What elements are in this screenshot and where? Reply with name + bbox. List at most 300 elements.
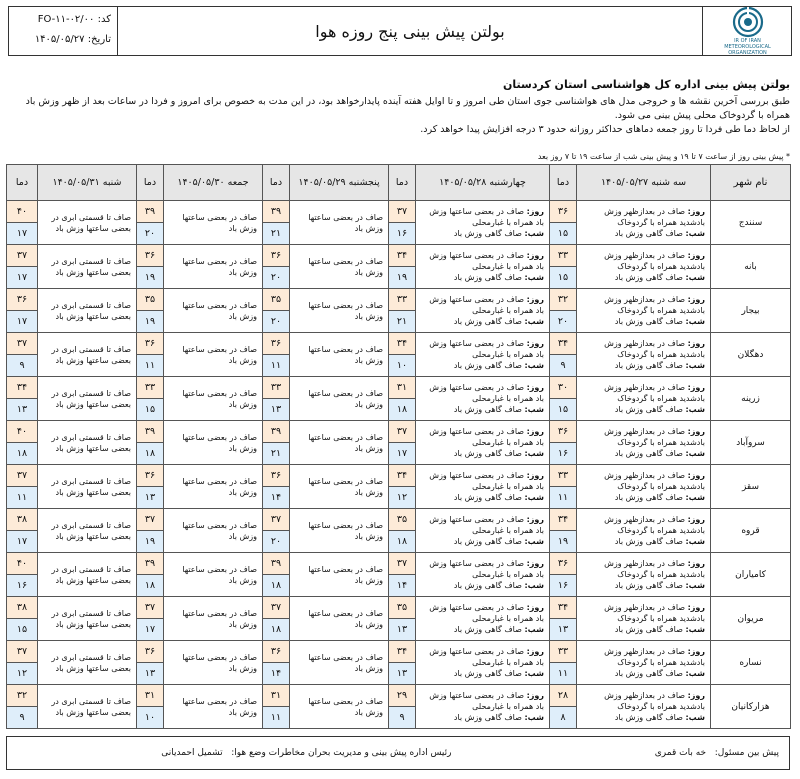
temperature-cell <box>389 421 416 465</box>
night-label: شب: <box>524 317 544 326</box>
forecast-text: صاف تا قسمتی ابری در بعضی ساعتها وزش باد <box>51 388 131 409</box>
forecast-description <box>38 685 137 729</box>
day-forecast-text: صاف در بعضی ساعتها وزش باد همراه با غبارمحلی <box>429 691 544 711</box>
max-temp: ۳۶ <box>263 333 289 355</box>
day-label: روز: <box>526 691 544 700</box>
temperature-cell <box>389 333 416 377</box>
min-temp: ۱۱ <box>550 487 576 508</box>
forecast-description <box>290 421 389 465</box>
day-forecast <box>582 338 705 360</box>
code-date-cell <box>8 6 118 56</box>
temperature-pair <box>389 465 415 508</box>
max-temp: ۳۷ <box>389 553 415 575</box>
table-row <box>7 597 791 641</box>
temperature-pair <box>137 333 163 376</box>
code-line: کد: FO-۱۱-۰۲/۰۰ <box>37 14 111 25</box>
min-temp: ۹ <box>550 355 576 376</box>
night-label: شب: <box>685 537 705 546</box>
max-temp: ۳۹ <box>137 421 163 443</box>
table-row <box>7 289 791 333</box>
night-forecast <box>421 624 544 635</box>
night-forecast-text: صاف گاهی وزش باد <box>453 713 522 722</box>
temperature-cell <box>7 553 38 597</box>
max-temp: ۳۳ <box>550 641 576 663</box>
night-forecast-text: صاف گاهی وزش باد <box>453 273 522 282</box>
day-label: روز: <box>687 691 705 700</box>
temperature-cell <box>137 201 164 245</box>
max-temp: ۳۳ <box>550 245 576 267</box>
night-label: شب: <box>524 229 544 238</box>
day-forecast-text: صاف در بعدازظهر وزش بادشدید همراه با گردوخاک <box>604 603 705 623</box>
day-forecast-text: صاف در بعضی ساعتها وزش باد همراه با غبارمحلی <box>429 295 544 315</box>
min-temp: ۱۴ <box>263 487 289 508</box>
day-header: پنجشنبه ۱۴۰۵/۰۵/۲۹ <box>290 165 389 201</box>
night-forecast <box>421 360 544 371</box>
night-forecast <box>582 492 705 503</box>
night-forecast <box>582 272 705 283</box>
max-temp: ۳۶ <box>550 421 576 443</box>
temperature-cell <box>550 201 577 245</box>
forecast-text: صاف در بعضی ساعتها وزش باد <box>182 564 257 585</box>
max-temp: ۳۱ <box>137 685 163 707</box>
max-temp: ۳۹ <box>137 201 163 223</box>
forecast-description <box>416 421 550 465</box>
temperature-pair <box>7 421 37 464</box>
night-forecast <box>582 228 705 239</box>
min-temp: ۱۰ <box>137 707 163 728</box>
forecast-description <box>577 245 711 289</box>
date-line: تاریخ: ۱۴۰۵/۰۵/۲۷ <box>34 34 111 45</box>
forecast-description <box>38 641 137 685</box>
temperature-pair <box>550 289 576 332</box>
forecast-description <box>416 509 550 553</box>
night-label: شب: <box>524 273 544 282</box>
night-label: شب: <box>685 669 705 678</box>
day-forecast <box>421 426 544 448</box>
night-label: شب: <box>685 581 705 590</box>
forecast-text: صاف در بعضی ساعتها وزش باد <box>182 608 257 629</box>
temp-header: دما <box>7 165 38 201</box>
max-temp: ۳۷ <box>137 509 163 531</box>
temperature-cell <box>137 465 164 509</box>
day-forecast-text: صاف در بعدازظهر وزش بادشدید همراه با گردوخاک <box>604 383 705 403</box>
min-temp: ۱۵ <box>550 267 576 288</box>
max-temp: ۳۷ <box>263 509 289 531</box>
max-temp: ۳۴ <box>389 641 415 663</box>
min-temp: ۱۵ <box>7 619 37 640</box>
night-forecast <box>421 448 544 459</box>
forecast-description <box>38 421 137 465</box>
forecast-description <box>416 465 550 509</box>
temperature-cell <box>263 245 290 289</box>
day-label: روز: <box>526 515 544 524</box>
min-temp: ۱۳ <box>389 663 415 684</box>
temperature-pair <box>389 421 415 464</box>
max-temp: ۲۸ <box>550 685 576 707</box>
min-temp: ۱۱ <box>137 355 163 376</box>
forecast-description <box>38 597 137 641</box>
temperature-cell <box>263 465 290 509</box>
max-temp: ۳۴ <box>7 377 37 399</box>
day-forecast-text: صاف در بعدازظهر وزش بادشدید همراه با گردوخاک <box>604 471 705 491</box>
temperature-cell <box>550 685 577 729</box>
max-temp: ۳۷ <box>7 245 37 267</box>
max-temp: ۳۴ <box>389 465 415 487</box>
table-row <box>7 377 791 421</box>
forecast-description <box>164 377 263 421</box>
max-temp: ۳۴ <box>550 597 576 619</box>
temperature-pair <box>263 289 289 332</box>
temperature-pair <box>389 289 415 332</box>
temperature-cell <box>7 685 38 729</box>
night-label: شب: <box>524 581 544 590</box>
temperature-cell <box>389 465 416 509</box>
min-temp: ۱۳ <box>7 399 37 420</box>
signature-footer <box>6 736 790 770</box>
forecast-description <box>38 553 137 597</box>
forecast-table-body <box>7 201 791 729</box>
temperature-pair <box>263 421 289 464</box>
night-label: شب: <box>685 317 705 326</box>
temperature-cell <box>137 245 164 289</box>
min-temp: ۱۸ <box>263 619 289 640</box>
min-temp: ۱۷ <box>7 531 37 552</box>
temperature-pair <box>263 465 289 508</box>
max-temp: ۳۴ <box>389 333 415 355</box>
temperature-cell <box>550 289 577 333</box>
temperature-pair <box>7 245 37 288</box>
forecast-text: صاف در بعضی ساعتها وزش باد <box>308 608 383 629</box>
min-temp: ۱۶ <box>389 223 415 244</box>
day-forecast <box>582 558 705 580</box>
temperature-cell <box>137 333 164 377</box>
day-forecast-text: صاف در بعضی ساعتها وزش باد همراه با غبارمحلی <box>429 559 544 579</box>
max-temp: ۳۵ <box>263 289 289 311</box>
temperature-cell <box>7 597 38 641</box>
max-temp: ۳۷ <box>7 641 37 663</box>
day-forecast <box>421 602 544 624</box>
max-temp: ۳۷ <box>263 597 289 619</box>
min-temp: ۱۳ <box>263 399 289 420</box>
temperature-cell <box>263 201 290 245</box>
night-forecast <box>582 360 705 371</box>
forecast-text: صاف تا قسمتی ابری در بعضی ساعتها وزش باد <box>51 476 131 497</box>
temperature-pair <box>263 509 289 552</box>
night-forecast-text: صاف گاهی وزش باد <box>614 449 683 458</box>
night-forecast <box>582 316 705 327</box>
max-temp: ۳۶ <box>263 465 289 487</box>
min-temp: ۱۹ <box>550 531 576 552</box>
night-label: شب: <box>685 713 705 722</box>
forecast-description <box>164 289 263 333</box>
temperature-cell <box>7 377 38 421</box>
night-forecast <box>421 536 544 547</box>
forecast-description <box>416 597 550 641</box>
day-forecast-text: صاف در بعضی ساعتها وزش باد همراه با غبارمحلی <box>429 515 544 535</box>
forecast-description <box>38 509 137 553</box>
day-label: روز: <box>687 427 705 436</box>
day-label: روز: <box>687 603 705 612</box>
night-forecast-text: صاف گاهی وزش باد <box>453 229 522 238</box>
forecast-description <box>577 641 711 685</box>
forecast-text: صاف تا قسمتی ابری در بعضی ساعتها وزش باد <box>51 564 131 585</box>
logo-caption: IR OF IRAN METEOROLOGICAL ORGANIZATION <box>724 38 771 56</box>
max-temp: ۴۰ <box>7 421 37 443</box>
forecast-description <box>290 597 389 641</box>
temperature-pair <box>263 641 289 684</box>
night-forecast-text: صاف گاهی وزش باد <box>453 669 522 678</box>
day-forecast <box>421 646 544 668</box>
day-forecast-text: صاف در بعدازظهر وزش بادشدید همراه با گردوخاک <box>604 295 705 315</box>
forecast-description <box>577 553 711 597</box>
temperature-pair <box>137 377 163 420</box>
night-label: شب: <box>685 449 705 458</box>
temperature-cell <box>550 509 577 553</box>
day-label: روز: <box>687 647 705 656</box>
min-temp: ۲۱ <box>389 311 415 332</box>
forecast-description <box>164 597 263 641</box>
day-forecast <box>582 426 705 448</box>
temperature-pair <box>7 509 37 552</box>
max-temp: ۳۵ <box>137 289 163 311</box>
day-label: روز: <box>687 515 705 524</box>
min-temp: ۱۹ <box>137 311 163 332</box>
forecast-description <box>416 377 550 421</box>
bulletin-header <box>8 6 792 56</box>
max-temp: ۳۷ <box>389 421 415 443</box>
night-forecast-text: صاف گاهی وزش باد <box>614 405 683 414</box>
night-forecast <box>582 712 705 723</box>
day-label: روز: <box>526 427 544 436</box>
night-forecast-text: صاف گاهی وزش باد <box>453 625 522 634</box>
night-forecast <box>582 668 705 679</box>
temperature-cell <box>263 509 290 553</box>
min-temp: ۹ <box>7 707 37 728</box>
temperature-pair <box>137 641 163 684</box>
forecast-description <box>416 289 550 333</box>
min-temp: ۲۰ <box>263 531 289 552</box>
temperature-pair <box>263 333 289 376</box>
day-header: شنبه ۱۴۰۵/۰۵/۳۱ <box>38 165 137 201</box>
day-header: سه شنبه ۱۴۰۵/۰۵/۲۷ <box>577 165 711 201</box>
min-temp: ۱۸ <box>389 531 415 552</box>
city-name: قروه <box>711 509 791 553</box>
city-name: بانه <box>711 245 791 289</box>
night-forecast <box>421 404 544 415</box>
forecast-description <box>38 201 137 245</box>
night-forecast-text: صاف گاهی وزش باد <box>453 449 522 458</box>
temperature-pair <box>263 685 289 728</box>
night-forecast-text: صاف گاهی وزش باد <box>614 581 683 590</box>
max-temp: ۳۵ <box>389 597 415 619</box>
max-temp: ۳۳ <box>137 377 163 399</box>
day-forecast <box>421 250 544 272</box>
night-label: شب: <box>524 625 544 634</box>
city-name: نساره <box>711 641 791 685</box>
max-temp: ۳۴ <box>550 509 576 531</box>
min-temp: ۱۳ <box>389 619 415 640</box>
min-temp: ۱۸ <box>137 575 163 596</box>
day-label: روز: <box>526 339 544 348</box>
min-temp: ۸ <box>550 707 576 728</box>
temperature-pair <box>389 509 415 552</box>
temperature-cell <box>550 641 577 685</box>
day-forecast <box>582 514 705 536</box>
temperature-cell <box>389 553 416 597</box>
forecast-description <box>290 333 389 377</box>
day-forecast-text: صاف در بعضی ساعتها وزش باد همراه با غبارمحلی <box>429 383 544 403</box>
forecast-description <box>577 685 711 729</box>
temperature-pair <box>550 421 576 464</box>
day-label: روز: <box>526 647 544 656</box>
temperature-pair <box>137 201 163 244</box>
min-temp: ۲۰ <box>550 311 576 332</box>
min-temp: ۲۰ <box>263 267 289 288</box>
day-forecast <box>421 470 544 492</box>
temperature-pair <box>137 685 163 728</box>
day-header: چهارشنبه ۱۴۰۵/۰۵/۲۸ <box>416 165 550 201</box>
day-label: روز: <box>687 339 705 348</box>
forecast-period-note: * پیش بینی روز از ساعت ۷ تا ۱۹ و پیش بینی شب از ساعت ۱۹ تا ۷ روز بعد <box>537 152 790 161</box>
forecast-description <box>164 685 263 729</box>
forecast-text: صاف در بعضی ساعتها وزش باد <box>182 300 257 321</box>
temperature-pair <box>389 333 415 376</box>
day-forecast <box>582 382 705 404</box>
day-label: روز: <box>687 207 705 216</box>
min-temp: ۱۱ <box>263 355 289 376</box>
temperature-cell <box>389 289 416 333</box>
forecast-description <box>290 641 389 685</box>
day-label: روز: <box>526 603 544 612</box>
night-forecast <box>421 712 544 723</box>
temperature-pair <box>550 201 576 244</box>
night-forecast <box>582 580 705 591</box>
temperature-pair <box>550 377 576 420</box>
night-forecast-text: صاف گاهی وزش باد <box>614 669 683 678</box>
forecast-description <box>290 685 389 729</box>
temperature-pair <box>263 201 289 244</box>
temperature-pair <box>263 377 289 420</box>
temperature-cell <box>137 421 164 465</box>
night-forecast-text: صاف گاهی وزش باد <box>453 581 522 590</box>
min-temp: ۱۱ <box>550 663 576 684</box>
forecast-text: صاف در بعضی ساعتها وزش باد <box>308 300 383 321</box>
min-temp: ۱۱ <box>263 707 289 728</box>
min-temp: ۱۵ <box>550 223 576 244</box>
forecast-description <box>38 245 137 289</box>
forecast-text: صاف تا قسمتی ابری در بعضی ساعتها وزش باد <box>51 652 131 673</box>
temperature-pair <box>7 377 37 420</box>
table-row <box>7 509 791 553</box>
night-forecast <box>421 228 544 239</box>
city-name: کامیاران <box>711 553 791 597</box>
night-label: شب: <box>685 229 705 238</box>
max-temp: ۳۷ <box>137 597 163 619</box>
forecast-text: صاف در بعضی ساعتها وزش باد <box>308 564 383 585</box>
night-forecast-text: صاف گاهی وزش باد <box>614 273 683 282</box>
forecast-description <box>416 553 550 597</box>
max-temp: ۳۴ <box>550 333 576 355</box>
min-temp: ۱۹ <box>137 531 163 552</box>
min-temp: ۱۴ <box>389 575 415 596</box>
city-name: مریوان <box>711 597 791 641</box>
max-temp: ۴۰ <box>7 553 37 575</box>
max-temp: ۳۱ <box>263 685 289 707</box>
day-forecast <box>421 338 544 360</box>
city-name: زرینه <box>711 377 791 421</box>
forecast-description <box>577 377 711 421</box>
max-temp: ۳۵ <box>389 509 415 531</box>
forecast-text: صاف تا قسمتی ابری در بعضی ساعتها وزش باد <box>51 256 131 277</box>
night-label: شب: <box>685 361 705 370</box>
forecast-description <box>416 245 550 289</box>
min-temp: ۲۰ <box>263 311 289 332</box>
day-label: روز: <box>687 383 705 392</box>
max-temp: ۳۹ <box>263 553 289 575</box>
day-forecast <box>421 382 544 404</box>
min-temp: ۱۸ <box>137 443 163 464</box>
temperature-cell <box>263 421 290 465</box>
city-name: دهگلان <box>711 333 791 377</box>
temperature-pair <box>550 509 576 552</box>
head-of-forecast: رئیس اداره پیش بینی و مدیریت بحران مخاطرات وضع هوا: تشمیل احمدیانی <box>161 748 452 758</box>
intro-paragraph-2: از لحاظ دما طی فردا تا روز جمعه دماهای حداکثر روزانه حدود ۳ درجه افزایش پیدا خواهد کرد. <box>420 124 790 135</box>
day-forecast <box>582 646 705 668</box>
day-forecast-text: صاف در بعضی ساعتها وزش باد همراه با غبارمحلی <box>429 647 544 667</box>
temperature-cell <box>389 641 416 685</box>
day-forecast-text: صاف در بعدازظهر وزش بادشدید همراه با گردوخاک <box>604 691 705 711</box>
temperature-cell <box>550 333 577 377</box>
day-forecast-text: صاف در بعدازظهر وزش بادشدید همراه با گردوخاک <box>604 207 705 227</box>
forecast-text: صاف تا قسمتی ابری در بعضی ساعتها وزش باد <box>51 696 131 717</box>
max-temp: ۳۷ <box>389 201 415 223</box>
max-temp: ۳۶ <box>263 641 289 663</box>
forecast-description <box>577 289 711 333</box>
temperature-cell <box>389 245 416 289</box>
forecast-text: صاف در بعضی ساعتها وزش باد <box>182 388 257 409</box>
temperature-cell <box>137 685 164 729</box>
max-temp: ۳۳ <box>550 465 576 487</box>
forecast-description <box>577 597 711 641</box>
city-name: سقز <box>711 465 791 509</box>
forecast-table <box>6 164 791 729</box>
forecast-description <box>290 245 389 289</box>
forecast-description <box>290 377 389 421</box>
temperature-cell <box>389 201 416 245</box>
min-temp: ۱۶ <box>550 443 576 464</box>
table-row <box>7 201 791 245</box>
night-forecast <box>421 316 544 327</box>
night-forecast-text: صاف گاهی وزش باد <box>614 361 683 370</box>
forecast-text: صاف در بعضی ساعتها وزش باد <box>182 520 257 541</box>
forecast-text: صاف در بعضی ساعتها وزش باد <box>308 476 383 497</box>
day-forecast <box>582 470 705 492</box>
min-temp: ۱۶ <box>7 575 37 596</box>
forecast-text: صاف در بعضی ساعتها وزش باد <box>308 256 383 277</box>
max-temp: ۳۱ <box>389 377 415 399</box>
temperature-pair <box>550 597 576 640</box>
night-forecast <box>421 668 544 679</box>
temperature-pair <box>137 289 163 332</box>
city-name: بیجار <box>711 289 791 333</box>
night-forecast-text: صاف گاهی وزش باد <box>453 537 522 546</box>
intro-text <box>6 95 790 137</box>
forecast-description <box>577 509 711 553</box>
forecast-text: صاف تا قسمتی ابری در بعضی ساعتها وزش باد <box>51 520 131 541</box>
day-label: روز: <box>526 295 544 304</box>
forecast-text: صاف در بعضی ساعتها وزش باد <box>308 344 383 365</box>
temperature-pair <box>389 597 415 640</box>
